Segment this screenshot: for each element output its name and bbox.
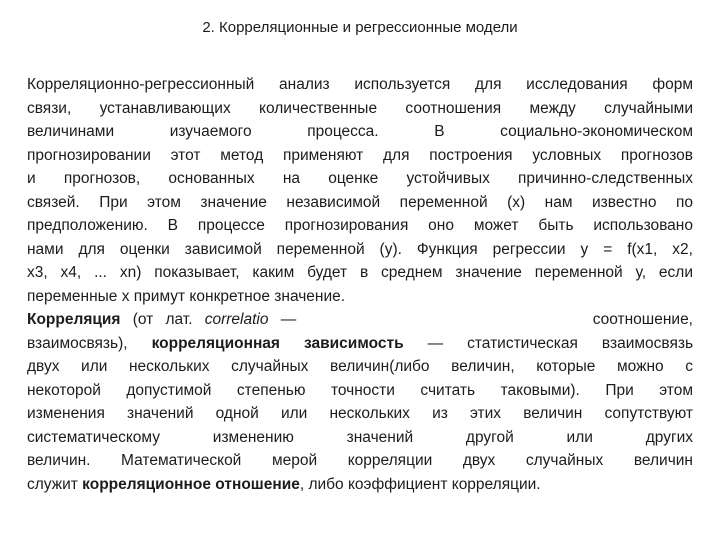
text-line: величин. Математической мерой корреляции двух случайных величин — [27, 452, 693, 469]
text-line: x3, x4, ... xn) показывает, каким будет в среднем значение переменной у, если — [27, 264, 693, 281]
body-text — [27, 73, 693, 496]
term-correlation: Корреляция — [27, 311, 121, 328]
text-line: систематическому изменению значений другой или других — [27, 428, 693, 446]
latin-word: correlatio — [204, 311, 269, 328]
text-line: величинами изучаемого процесса. В социально-экономическом — [27, 123, 693, 140]
text-line: двух или нескольких случайных величин(либо величин, которые можно с — [27, 358, 693, 375]
text-line: некоторой допустимой степенью точности считать таковыми). При этом — [27, 381, 693, 399]
text-line: и прогнозов, основанных на оценке устойчивых причинно-следственных — [27, 170, 693, 187]
dash: — — [280, 311, 297, 328]
text-line: изменения значений одной или нескольких из этих величин сопутствуют — [27, 405, 693, 422]
term-dependence: зависимость — [304, 334, 404, 352]
text-line: переменные х примут конкретное значение. — [27, 287, 346, 305]
from-latin: (от лат. — [132, 311, 193, 328]
meaning-word: соотношение, — [592, 311, 693, 328]
definition-text: — статистическая взаимосвязь — [427, 334, 694, 352]
text-line: предположению. В процессе прогнозирования оно может быть использовано — [27, 217, 693, 234]
text-line: нами для оценки зависимой переменной (у). Функция регрессии у = f(x1, x2, — [27, 240, 693, 258]
text-line — [27, 308, 693, 332]
text-fragment: , либо коэффициент корреляции. — [299, 475, 541, 493]
page-title: 2. Корреляционные и регрессионные модели — [202, 19, 518, 36]
term-correlation-ratio: корреляционное отношение — [82, 475, 300, 493]
text-line — [27, 332, 693, 356]
text-line: Корреляционно-регрессионный анализ используется для исследования форм — [27, 76, 693, 93]
meaning-word: взаимосвязь), — [27, 334, 128, 352]
text-line: прогнозировании этот метод применяют для построения условных прогнозов — [27, 146, 693, 164]
term-correlational: корреляционная — [151, 334, 280, 352]
text-line — [27, 473, 693, 497]
text-fragment: служит — [27, 475, 78, 493]
text-line: связи, устанавливающих количественные соотношения между случайными — [27, 99, 693, 117]
text-line: связей. При этом значение независимой переменной (х) нам известно по — [27, 193, 693, 211]
